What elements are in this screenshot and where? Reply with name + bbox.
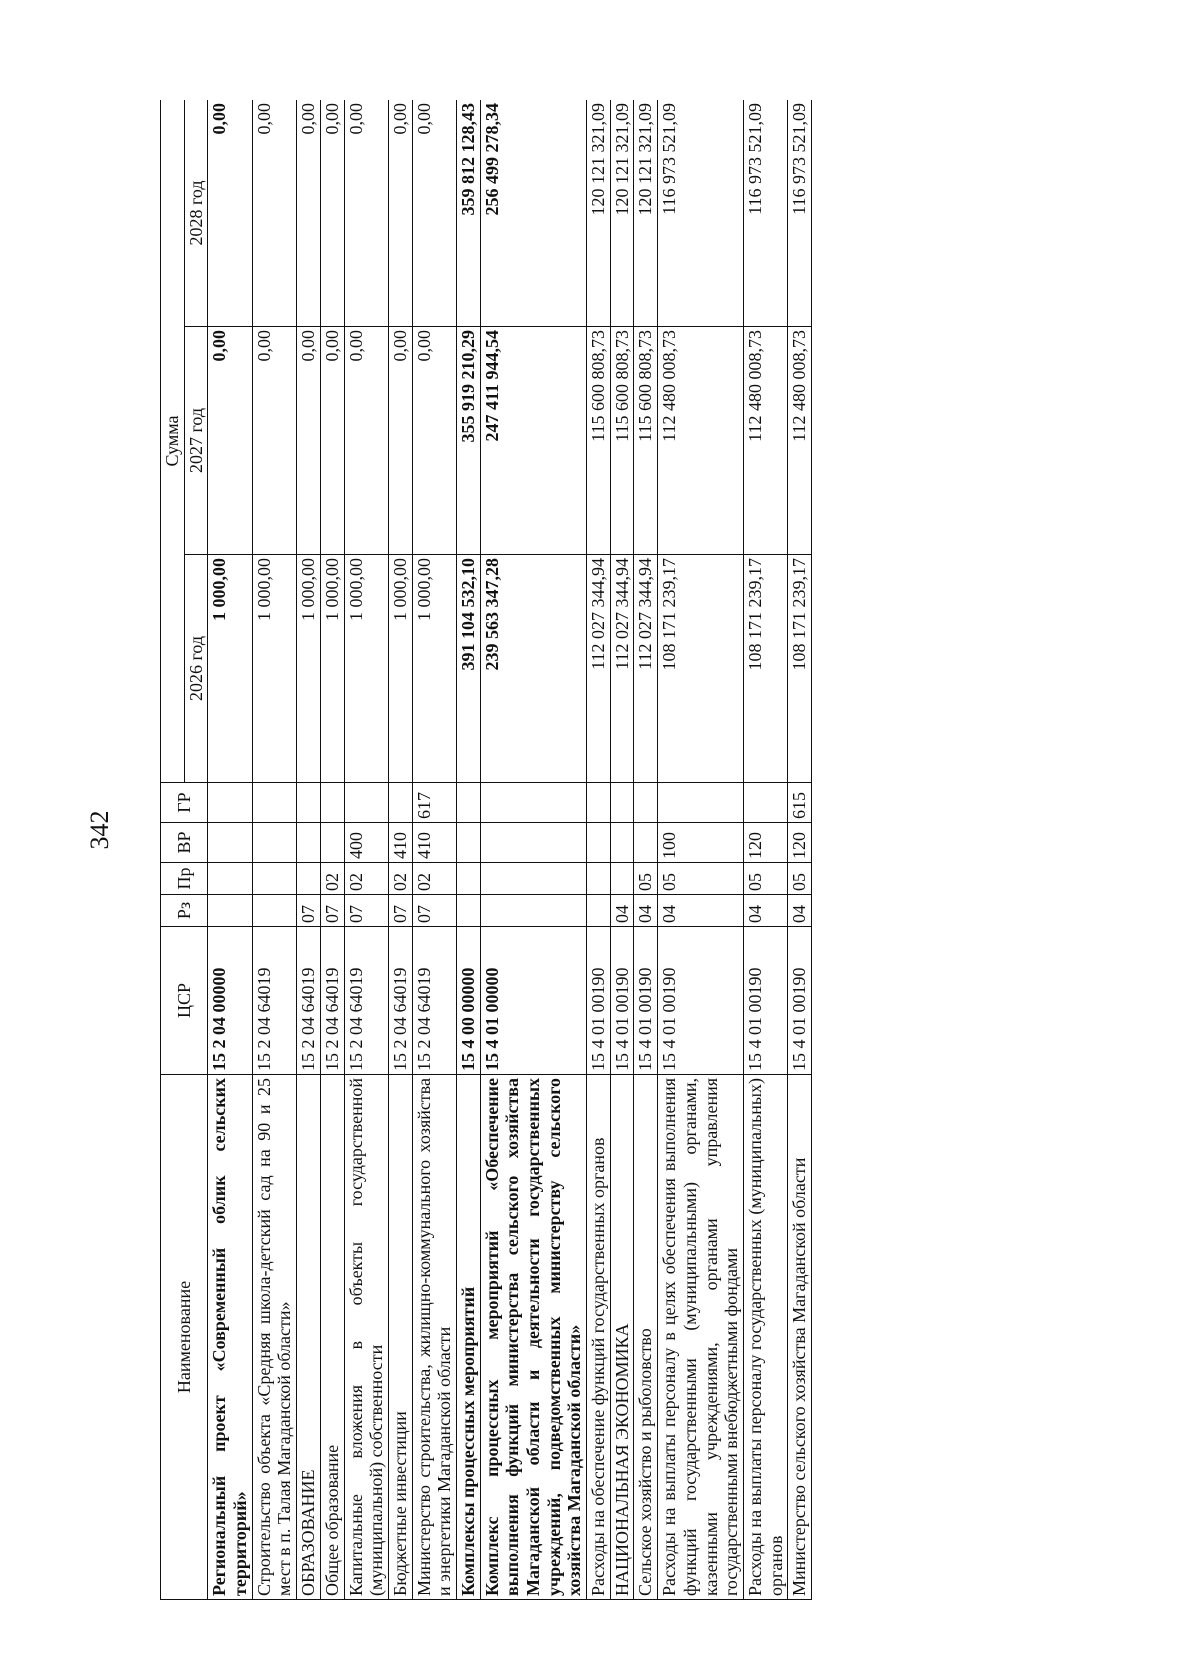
cell-csr: 15 2 04 64019 <box>388 927 412 1075</box>
cell-2026: 1 000,00 <box>344 555 388 783</box>
cell-gr <box>456 783 480 823</box>
header-gr: ГР <box>161 783 208 823</box>
cell-2027: 0,00 <box>208 327 252 555</box>
cell-vr <box>320 823 344 863</box>
cell-pr: 05 <box>658 863 744 895</box>
cell-gr <box>208 783 252 823</box>
cell-2028: 0,00 <box>208 100 252 327</box>
cell-vr <box>456 823 480 863</box>
cell-pr: 05 <box>634 863 658 895</box>
cell-2028: 0,00 <box>412 100 456 327</box>
table-row <box>480 100 586 1600</box>
cell-2027: 0,00 <box>252 327 296 555</box>
cell-2027: 115 600 808,73 <box>587 327 611 555</box>
cell-name: Капитальные вложения в объекты государственной (муниципальной) собственности <box>344 1075 388 1600</box>
cell-name: Общее образование <box>320 1075 344 1600</box>
cell-vr: 410 <box>388 823 412 863</box>
cell-pr: 02 <box>388 863 412 895</box>
cell-2028: 120 121 321,09 <box>634 100 658 327</box>
cell-2026: 108 171 239,17 <box>743 555 787 783</box>
cell-2026: 112 027 344,94 <box>634 555 658 783</box>
cell-2027: 247 411 944,54 <box>480 327 586 555</box>
cell-gr <box>743 783 787 823</box>
table-row <box>743 100 787 1600</box>
table-row <box>634 100 658 1600</box>
cell-csr: 15 2 04 00000 <box>208 927 252 1075</box>
cell-2027: 0,00 <box>412 327 456 555</box>
table-body <box>208 100 812 1600</box>
cell-pr: 02 <box>412 863 456 895</box>
cell-gr: 617 <box>412 783 456 823</box>
cell-2026: 112 027 344,94 <box>610 555 634 783</box>
cell-pr: 02 <box>320 863 344 895</box>
cell-vr <box>634 823 658 863</box>
header-year-2028: 2028 год <box>184 100 208 327</box>
cell-gr <box>587 783 611 823</box>
cell-2028: 116 973 521,09 <box>658 100 744 327</box>
cell-vr <box>587 823 611 863</box>
cell-name: Министерство сельского хозяйства Магаданской области <box>788 1075 812 1600</box>
cell-pr <box>587 863 611 895</box>
cell-vr: 120 <box>743 823 787 863</box>
cell-name: Строительство объекта «Средняя школа-детский сад на 90 и 25 мест в п. Талая Магаданской области» <box>252 1075 296 1600</box>
cell-name: Расходы на выплаты персоналу государственных (муниципальных) органов <box>743 1075 787 1600</box>
cell-2028: 120 121 321,09 <box>610 100 634 327</box>
table-rotation-frame <box>160 100 1080 1600</box>
table-row <box>412 100 456 1600</box>
table-row <box>297 100 321 1600</box>
cell-2028: 0,00 <box>252 100 296 327</box>
cell-csr: 15 2 04 64019 <box>412 927 456 1075</box>
cell-2026: 239 563 347,28 <box>480 555 586 783</box>
cell-2026: 1 000,00 <box>320 555 344 783</box>
cell-name: Расходы на выплаты персоналу в целях обеспечения выполнения функций государственными (муниципальными) органами, казенными учреждениями, органами управления государственными внебюджетными фондами <box>658 1075 744 1600</box>
cell-rz: 04 <box>634 895 658 927</box>
cell-csr: 15 4 01 00190 <box>610 927 634 1075</box>
table-row <box>252 100 296 1600</box>
cell-2027: 112 480 008,73 <box>658 327 744 555</box>
cell-rz: 07 <box>388 895 412 927</box>
cell-name: Комплексы процессных мероприятий <box>456 1075 480 1600</box>
cell-csr: 15 2 04 64019 <box>344 927 388 1075</box>
table-row <box>610 100 634 1600</box>
cell-2026: 1 000,00 <box>297 555 321 783</box>
cell-2026: 1 000,00 <box>252 555 296 783</box>
cell-rz: 04 <box>788 895 812 927</box>
cell-gr <box>480 783 586 823</box>
cell-csr: 15 2 04 64019 <box>297 927 321 1075</box>
cell-name: ОБРАЗОВАНИЕ <box>297 1075 321 1600</box>
rotated-table-container <box>160 100 1080 1600</box>
cell-rz <box>456 895 480 927</box>
cell-gr <box>610 783 634 823</box>
cell-2026: 112 027 344,94 <box>587 555 611 783</box>
cell-name: Бюджетные инвестиции <box>388 1075 412 1600</box>
cell-csr: 15 2 04 64019 <box>320 927 344 1075</box>
header-row-1 <box>161 100 185 1600</box>
table-row <box>456 100 480 1600</box>
cell-csr: 15 4 01 00000 <box>480 927 586 1075</box>
cell-name: Сельское хозяйство и рыболовство <box>634 1075 658 1600</box>
cell-2028: 0,00 <box>388 100 412 327</box>
header-rz: Рз <box>161 895 208 927</box>
cell-vr: 400 <box>344 823 388 863</box>
cell-2027: 115 600 808,73 <box>634 327 658 555</box>
cell-2026: 1 000,00 <box>388 555 412 783</box>
cell-2027: 0,00 <box>320 327 344 555</box>
cell-pr <box>252 863 296 895</box>
cell-2027: 355 919 210,29 <box>456 327 480 555</box>
cell-rz: 04 <box>610 895 634 927</box>
header-year-2027: 2027 год <box>184 327 208 555</box>
cell-2028: 0,00 <box>320 100 344 327</box>
cell-rz <box>252 895 296 927</box>
cell-rz: 07 <box>320 895 344 927</box>
cell-rz: 07 <box>412 895 456 927</box>
cell-gr: 615 <box>788 783 812 823</box>
cell-csr: 15 4 01 00190 <box>587 927 611 1075</box>
cell-name: Региональный проект «Современный облик сельских территорий» <box>208 1075 252 1600</box>
cell-gr <box>297 783 321 823</box>
cell-rz: 04 <box>743 895 787 927</box>
cell-gr <box>658 783 744 823</box>
header-csr: ЦСР <box>161 927 208 1075</box>
cell-pr: 02 <box>344 863 388 895</box>
cell-rz: 07 <box>344 895 388 927</box>
header-name: Наименование <box>161 1075 208 1600</box>
cell-pr <box>297 863 321 895</box>
cell-csr: 15 4 01 00190 <box>788 927 812 1075</box>
cell-2028: 116 973 521,09 <box>788 100 812 327</box>
cell-2026: 1 000,00 <box>208 555 252 783</box>
cell-gr <box>320 783 344 823</box>
cell-gr <box>634 783 658 823</box>
page-number: 342 <box>85 810 114 850</box>
cell-2026: 108 171 239,17 <box>788 555 812 783</box>
cell-gr <box>344 783 388 823</box>
cell-name: Расходы на обеспечение функций государственных органов <box>587 1075 611 1600</box>
cell-2028: 0,00 <box>344 100 388 327</box>
table-row <box>388 100 412 1600</box>
cell-2027: 0,00 <box>344 327 388 555</box>
table-row <box>208 100 252 1600</box>
cell-vr <box>610 823 634 863</box>
budget-table <box>160 100 812 1600</box>
cell-2027: 0,00 <box>297 327 321 555</box>
table-row <box>658 100 744 1600</box>
cell-2028: 0,00 <box>297 100 321 327</box>
cell-pr <box>610 863 634 895</box>
cell-name: Министерство строительства, жилищно-коммунального хозяйства и энергетики Магаданской области <box>412 1075 456 1600</box>
cell-2028: 359 812 128,43 <box>456 100 480 327</box>
cell-vr <box>208 823 252 863</box>
cell-vr: 410 <box>412 823 456 863</box>
cell-pr <box>480 863 586 895</box>
header-pr: Пр <box>161 863 208 895</box>
cell-2027: 112 480 008,73 <box>743 327 787 555</box>
cell-rz <box>480 895 586 927</box>
cell-csr: 15 2 04 64019 <box>252 927 296 1075</box>
cell-2027: 112 480 008,73 <box>788 327 812 555</box>
header-year-2026: 2026 год <box>184 555 208 783</box>
cell-2026: 391 104 532,10 <box>456 555 480 783</box>
cell-pr <box>456 863 480 895</box>
cell-2026: 1 000,00 <box>412 555 456 783</box>
cell-rz: 07 <box>297 895 321 927</box>
cell-pr: 05 <box>743 863 787 895</box>
table-row <box>344 100 388 1600</box>
cell-2028: 116 973 521,09 <box>743 100 787 327</box>
cell-csr: 15 4 01 00190 <box>634 927 658 1075</box>
cell-csr: 15 4 00 00000 <box>456 927 480 1075</box>
cell-2026: 108 171 239,17 <box>658 555 744 783</box>
header-sum: Сумма <box>161 100 185 783</box>
table-row <box>587 100 611 1600</box>
cell-pr <box>208 863 252 895</box>
cell-2027: 115 600 808,73 <box>610 327 634 555</box>
cell-name: НАЦИОНАЛЬНАЯ ЭКОНОМИКА <box>610 1075 634 1600</box>
cell-rz <box>587 895 611 927</box>
cell-vr <box>252 823 296 863</box>
cell-gr <box>388 783 412 823</box>
cell-csr: 15 4 01 00190 <box>743 927 787 1075</box>
cell-vr <box>297 823 321 863</box>
table-row <box>320 100 344 1600</box>
cell-2028: 120 121 321,09 <box>587 100 611 327</box>
cell-name: Комплекс процессных мероприятий «Обеспечение выполнения функций министерства сельского хозяйства Магаданской области и деятельности государственных учреждений, подведомственных министерству сельского хозяйства Магаданской области» <box>480 1075 586 1600</box>
cell-rz: 04 <box>658 895 744 927</box>
header-vr: ВР <box>161 823 208 863</box>
cell-vr <box>480 823 586 863</box>
cell-rz <box>208 895 252 927</box>
cell-vr: 120 <box>788 823 812 863</box>
cell-2028: 256 499 278,34 <box>480 100 586 327</box>
cell-gr <box>252 783 296 823</box>
cell-vr: 100 <box>658 823 744 863</box>
cell-pr: 05 <box>788 863 812 895</box>
cell-csr: 15 4 01 00190 <box>658 927 744 1075</box>
table-row <box>788 100 812 1600</box>
cell-2027: 0,00 <box>388 327 412 555</box>
